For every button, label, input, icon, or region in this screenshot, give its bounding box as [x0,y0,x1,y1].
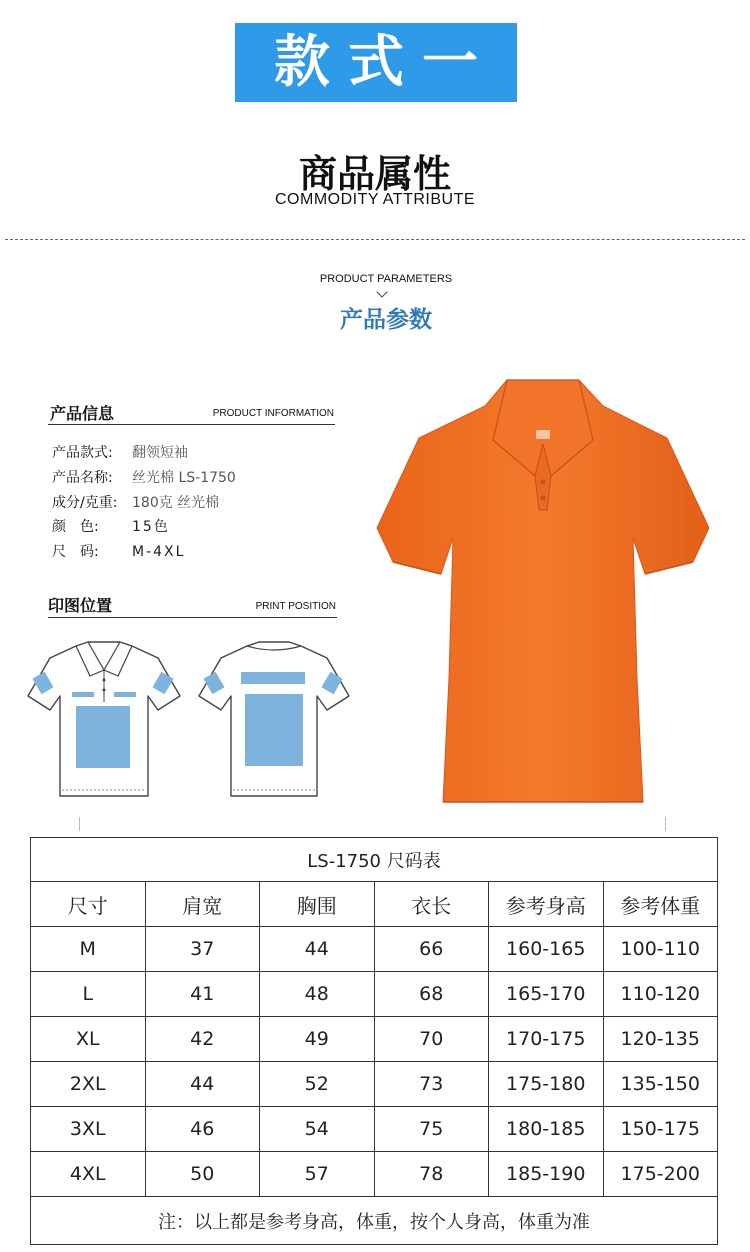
table-cell: 110-120 [603,972,718,1017]
table-cell: L [31,972,146,1017]
table-cell: 2XL [31,1062,146,1107]
info-row-size [52,543,185,561]
table-cell: 50 [145,1152,260,1197]
table-cell: 170-175 [489,1017,604,1062]
table-cell: 37 [145,927,260,972]
table-cell: 3XL [31,1107,146,1152]
info-label: 成分/克重: [52,495,118,511]
print-divider [48,617,337,618]
info-row-style [52,444,188,462]
info-heading: 产品信息 [50,404,115,423]
table-cell: 48 [260,972,375,1017]
table-cell: 165-170 [489,972,604,1017]
table-cell: 135-150 [603,1062,718,1107]
table-cell: 78 [374,1152,489,1197]
info-value: 180克 丝光棉 [132,495,220,511]
table-row [31,927,718,972]
table-cell: 4XL [31,1152,146,1197]
info-label: 产品名称: [52,470,113,486]
table-cell: 46 [145,1107,260,1152]
table-cell: 73 [374,1062,489,1107]
column-header: 胸围 [260,882,375,927]
commodity-title: 商品属性 [298,152,451,196]
info-value: 15色 [132,519,170,535]
info-value: 翻领短袖 [132,445,188,461]
info-label: 颜 色: [52,519,99,535]
table-cell: 52 [260,1062,375,1107]
table-row [31,1062,718,1107]
crop-mark [665,817,666,831]
chevron-down-icon [376,286,387,297]
table-cell: 54 [260,1107,375,1152]
polo-shirt-image [375,378,711,803]
table-cell: XL [31,1017,146,1062]
table-row [31,1107,718,1152]
table-cell: 120-135 [603,1017,718,1062]
table-cell: 66 [374,927,489,972]
table-cell: 70 [374,1017,489,1062]
table-cell: 180-185 [489,1107,604,1152]
table-row [31,972,718,1017]
parameters-title: 产品参数 [340,307,432,333]
size-chart-table [30,837,718,1245]
front-print-diagram [26,640,182,802]
table-cell: 75 [374,1107,489,1152]
print-heading-en: PRINT POSITION [255,601,336,612]
parameters-subtitle: PRODUCT PARAMETERS [319,273,453,285]
info-label: 产品款式: [52,445,113,461]
crop-mark [79,817,80,831]
column-header: 衣长 [374,882,489,927]
print-heading: 印图位置 [48,596,113,615]
table-cell: 185-190 [489,1152,604,1197]
info-heading-en: PRODUCT INFORMATION [212,408,334,419]
info-value: M-4XL [132,544,186,560]
table-row [31,1152,718,1197]
table-cell: 175-200 [603,1152,718,1197]
info-row-color [52,518,170,536]
back-print-diagram [197,640,351,802]
table-cell: 100-110 [603,927,718,972]
column-header: 肩宽 [145,882,260,927]
column-header: 尺寸 [31,882,146,927]
table-cell: 160-165 [489,927,604,972]
table-cell: 49 [260,1017,375,1062]
size-chart-note: 注：以上都是参考身高，体重，按个人身高，体重为准 [31,1197,718,1245]
info-row-name [52,469,236,487]
info-divider [48,424,335,425]
column-header: 参考体重 [603,882,718,927]
table-header-row [31,882,718,927]
table-cell: 150-175 [603,1107,718,1152]
info-label: 尺 码: [52,544,99,560]
table-cell: 42 [145,1017,260,1062]
table-cell: 57 [260,1152,375,1197]
size-chart-title: LS-1750 尺码表 [31,838,718,882]
table-cell: 175-180 [489,1062,604,1107]
table-cell: M [31,927,146,972]
table-cell: 44 [260,927,375,972]
section-divider [5,239,745,240]
column-header: 参考身高 [489,882,604,927]
info-row-material [52,494,219,512]
commodity-subtitle: COMMODITY ATTRIBUTE [274,191,476,208]
table-cell: 41 [145,972,260,1017]
info-value: 丝光棉 LS-1750 [132,470,236,486]
table-cell: 44 [145,1062,260,1107]
style-banner: 款式一 [235,23,517,102]
table-cell: 68 [374,972,489,1017]
table-row [31,1017,718,1062]
